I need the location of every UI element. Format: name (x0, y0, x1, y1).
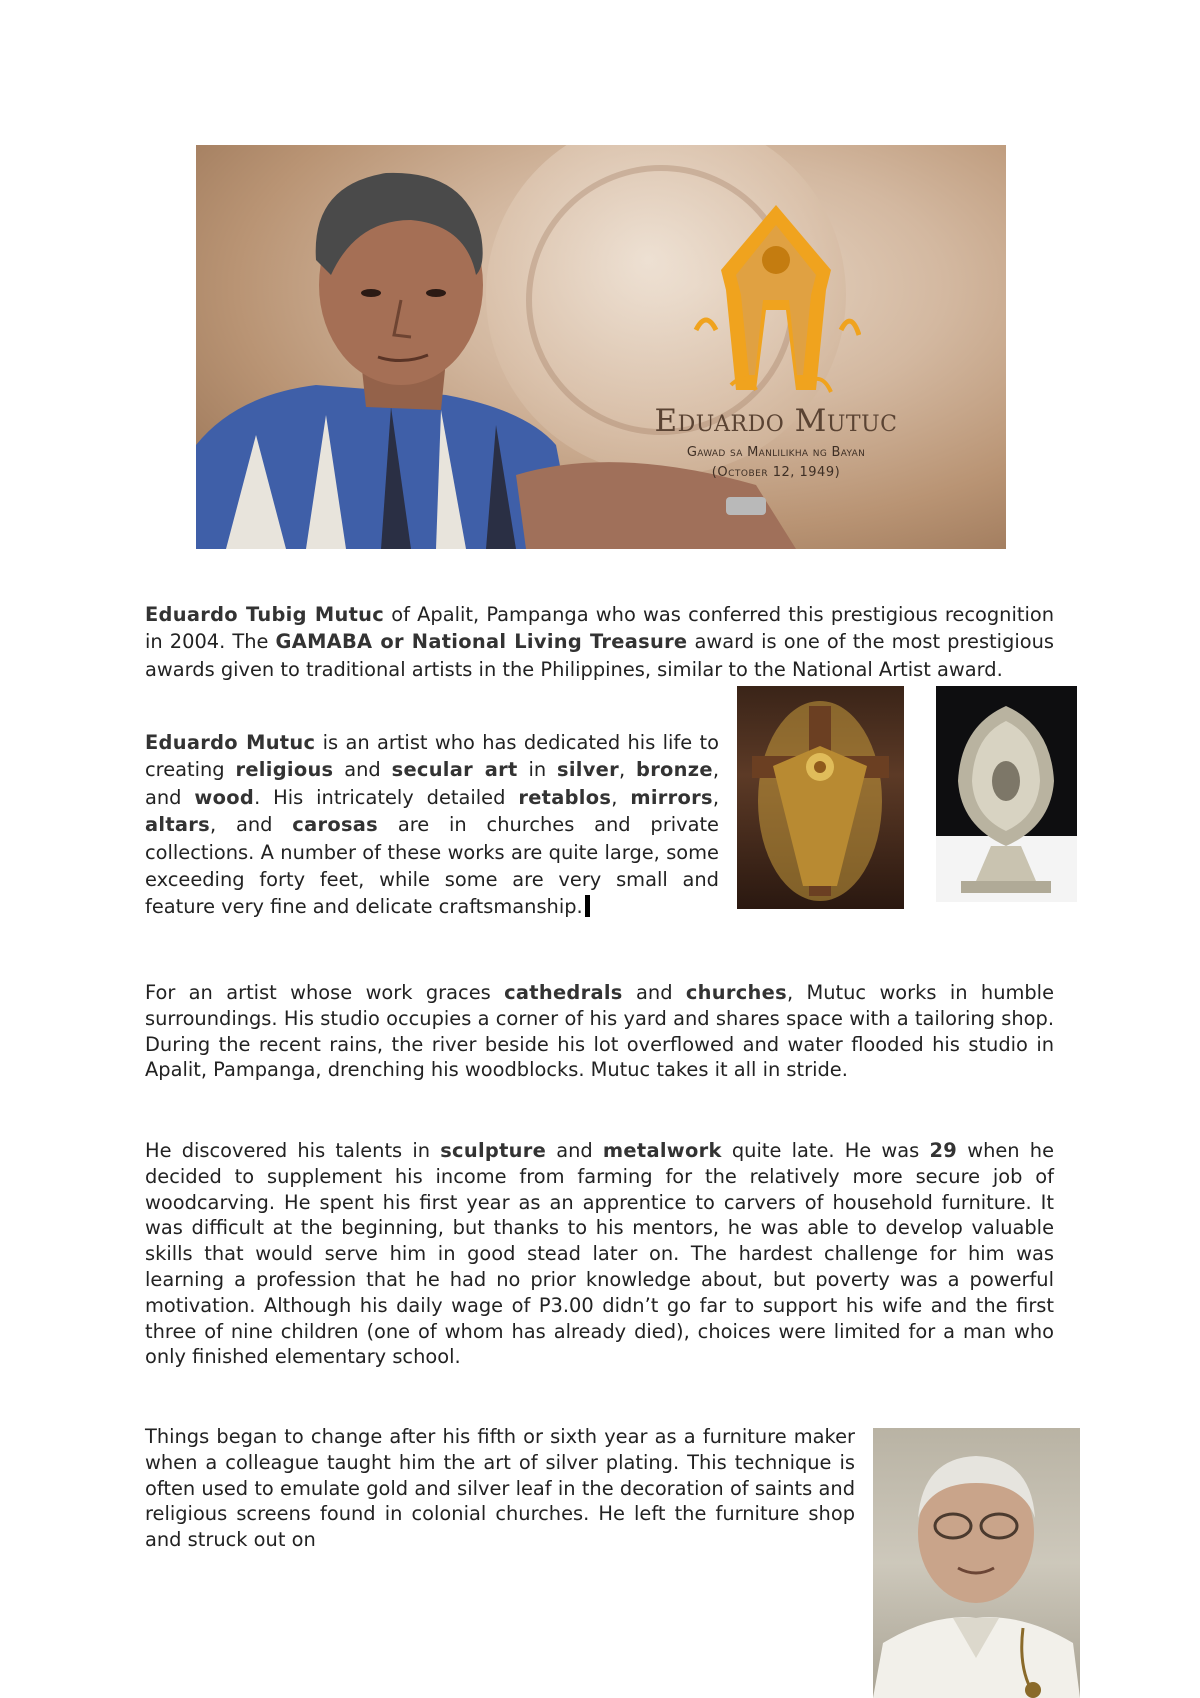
bold-term: churches (685, 981, 787, 1004)
bold-age: 29 (929, 1139, 958, 1162)
silver-mirror-photo (936, 686, 1077, 902)
text-span: are in churches and private collections. A number of these works are quite large, some exceeding forty feet, while some are very small and feature very fine and delicate craftsmanship. (145, 813, 719, 919)
banner-subtitle: Gawad sa Manlilikha ng Bayan (686, 445, 866, 460)
bold-term: cathedrals (504, 981, 623, 1004)
gold-cross-photo (737, 686, 904, 909)
text-span: in (517, 758, 557, 782)
text-span: is an artist who has dedicated his life to creating (145, 731, 719, 782)
text-cursor (585, 895, 590, 917)
bold-term: religious (235, 758, 334, 782)
bold-term: metalwork (602, 1139, 722, 1162)
banner-date: (October 12, 1949) (711, 465, 841, 480)
bold-term: retablos (518, 785, 612, 809)
gamaba-emblem (691, 200, 861, 400)
paragraph-intro (145, 601, 1054, 683)
bold-term: silver (556, 758, 619, 782)
text-span: and (333, 758, 392, 782)
bold-term: altars (145, 813, 210, 837)
paragraph-change (145, 1424, 855, 1553)
bold-term: secular art (391, 758, 518, 782)
bold-term: carosas (292, 813, 379, 837)
text-span: , Mutuc works in humble surroundings. His studio occupies a corner of his yard and shares space with a tailoring shop. During the recent rains, the river beside his lot overflowed and water flooded his studio in Apalit, Pampanga, drenching his woodblocks. Mutuc takes it all in stride. (145, 981, 1054, 1082)
text-span: quite late. He was (721, 1139, 930, 1162)
text-span: when he decided to supplement his income from farming for the relatively more secure job of woodcarving. He spent his first year as an apprentice to carvers of household furniture. It was difficult at the beginning, but thanks to his mentors, he was able to develop valuable skills that would serve him in good stead later on. The hardest challenge for him was learning a profession that he had no prior knowledge about, but poverty was a powerful motivation. Although his daily wage of P3.00 didn’t go far to support his wife and the first three of nine children (one of whom has already died), choices were limited for a man who only finished elementary school. (145, 1139, 1054, 1369)
text-span: For an artist whose work graces (145, 981, 505, 1004)
bold-name: Eduardo Mutuc (145, 731, 316, 754)
text-span: , and (145, 758, 719, 809)
text-span: of Apalit, Pampanga who was conferred this prestigious recognition in 2004. The (145, 603, 1054, 654)
text-span: award is one of the most prestigious awards given to traditional artists in the Philippines, similar to the National Artist award. (145, 630, 1054, 681)
text-span: , and (210, 813, 293, 837)
text-span: , (611, 785, 631, 809)
banner-title: Eduardo Mutuc (654, 403, 898, 439)
bold-term: bronze (636, 758, 713, 782)
bold-term: sculpture (440, 1139, 547, 1162)
bold-award: GAMABA or National Living Treasure (275, 630, 688, 654)
text-span: . His intricately detailed (254, 785, 519, 809)
text-span: and (622, 981, 686, 1004)
bold-term: mirrors (630, 785, 713, 809)
text-span: , (712, 785, 719, 809)
bold-term: wood (194, 785, 255, 809)
bold-name: Eduardo Tubig Mutuc (145, 603, 385, 626)
paragraph-career (145, 1138, 1054, 1370)
text-span: and (546, 1139, 603, 1162)
text-span: Things began to change after his fifth or sixth year as a furniture maker when a colleague taught him the art of silver plating. This technique is often used to emulate gold and silver leaf in the decoration of saints and religious screens found in colonial churches. He left the furniture shop and struck out on (145, 1425, 855, 1552)
paragraph-studio (145, 980, 1054, 1083)
paragraph-artist (145, 729, 719, 921)
text-span: , (618, 758, 637, 782)
priest-portrait-photo (873, 1428, 1080, 1698)
text-span: He discovered his talents in (145, 1139, 441, 1162)
banner-image (196, 145, 1006, 549)
